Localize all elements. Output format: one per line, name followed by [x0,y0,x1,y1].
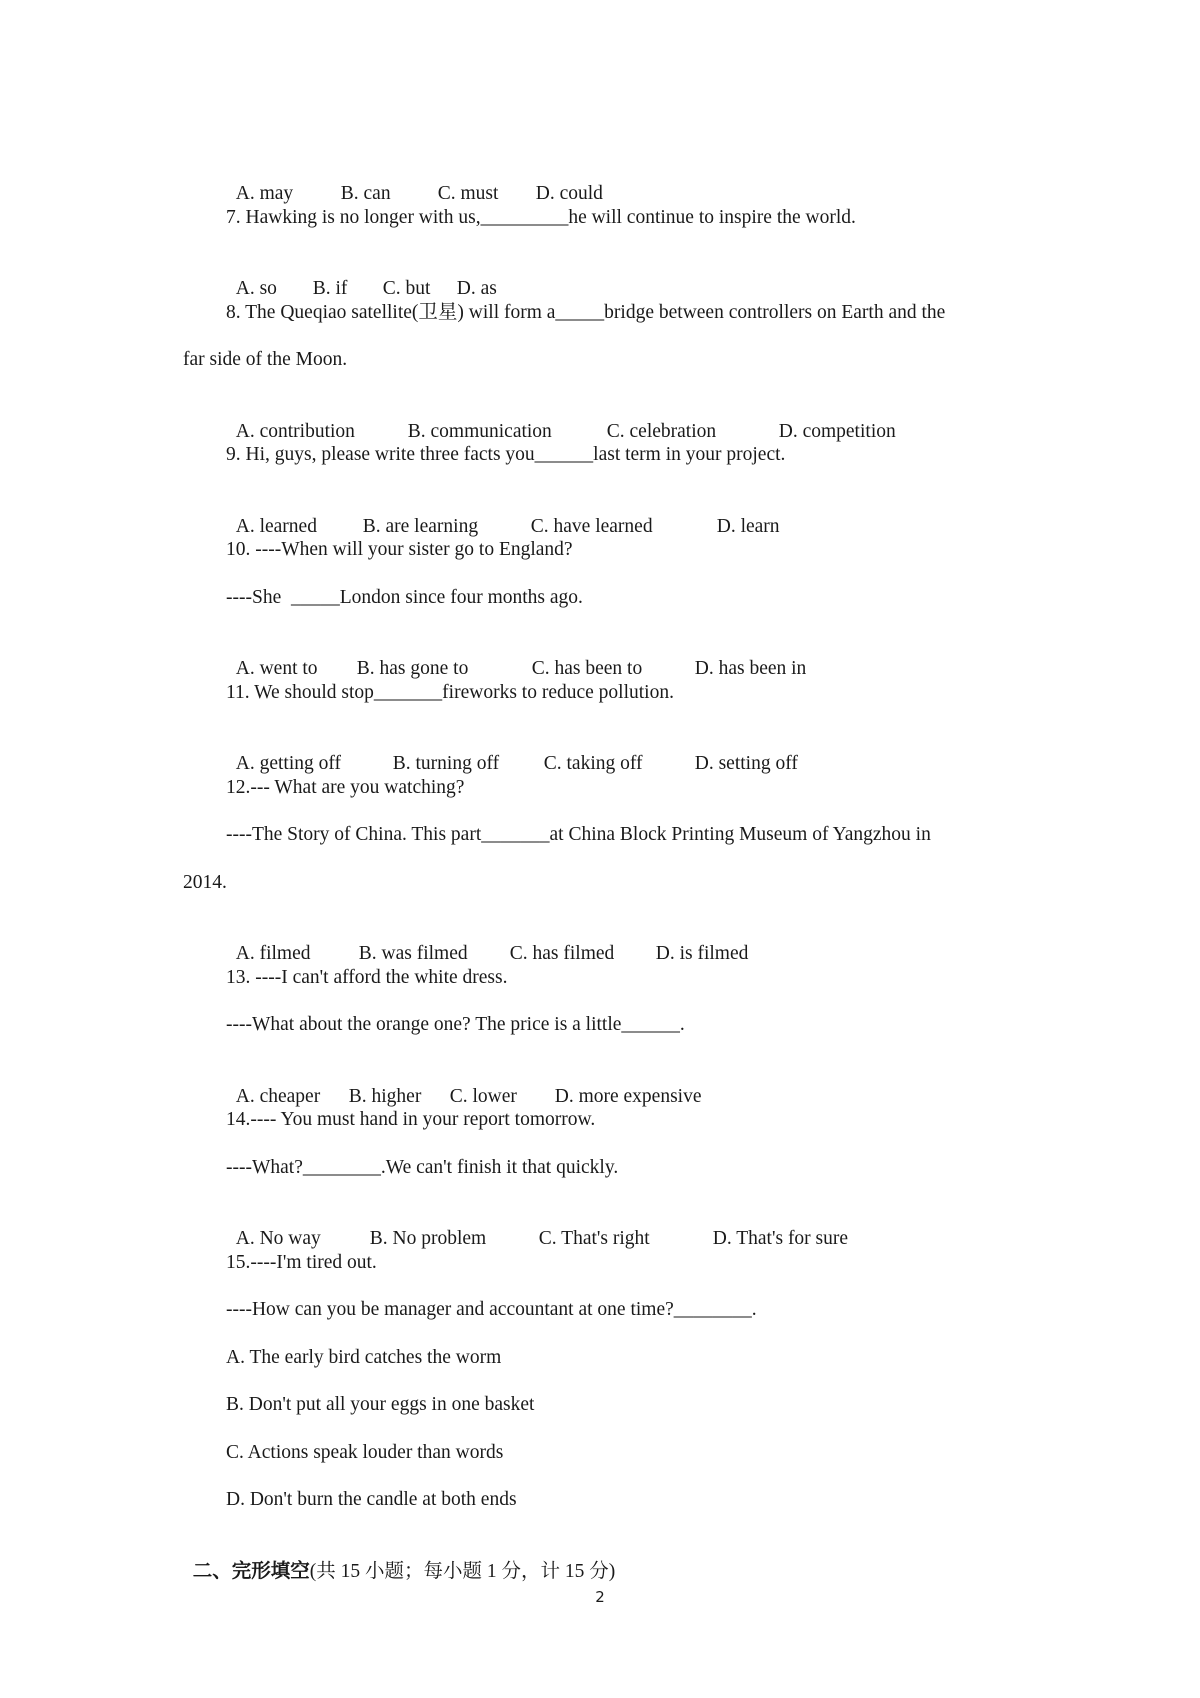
q8-stem-line2: far side of the Moon. [183,349,348,370]
q8-option-a: A. contribution [235,421,355,442]
q13-options [226,1061,702,1109]
q13-option-d: D. more expensive [554,1086,702,1107]
q11-stem: 11. We should stop_______fireworks to reduce pollution. [226,682,674,703]
q12-stem-line2: ----The Story of China. This part_______at China Block Printing Museum of Yangzhou in [226,824,931,845]
q10-option-d: D. has been in [694,658,807,679]
q12-option-c: C. has filmed [509,943,615,964]
q9-option-c: C. have learned [530,516,653,537]
q8-options [226,396,896,444]
section-heading-detail: (共 15 小题；每小题 1 分，计 15 分) [309,1561,616,1582]
q10-option-a: A. went to [235,658,318,679]
q7-options [226,253,497,301]
q8-option-b: B. communication [407,421,552,442]
q11-option-a: A. getting off [235,753,342,774]
q12-option-a: A. filmed [235,943,311,964]
q11-option-d: D. setting off [694,753,798,774]
section-heading [183,1536,615,1584]
q7-option-d: D. as [456,278,497,299]
q8-option-d: D. competition [778,421,896,442]
q14-option-a: A. No way [235,1228,321,1249]
q9-option-a: A. learned [235,516,317,537]
q14-stem-line2: ----What?________.We can't finish it that quickly. [226,1157,619,1178]
q7-option-c: C. but [382,278,431,299]
q14-options [226,1203,848,1251]
q8-option-c: C. celebration [606,421,717,442]
q6-option-a: A. may [235,183,294,204]
q11-options [226,728,798,776]
q8-stem-line1: 8. The Queqiao satellite(卫星) will form a_____bridge between controllers on Earth and the [226,302,946,323]
q13-option-c: C. lower [449,1086,517,1107]
q14-stem-line1: 14.---- You must hand in your report tomorrow. [226,1109,596,1130]
q15-stem-line2: ----How can you be manager and accountant at one time?________. [226,1299,757,1320]
q13-option-a: A. cheaper [235,1086,321,1107]
section-heading-title: 二、完形填空 [192,1561,310,1582]
q12-stem-line3: 2014. [183,872,227,893]
q6-options [226,158,603,206]
q13-stem-line1: 13. ----I can't afford the white dress. [226,967,508,988]
q14-option-c: C. That's right [538,1228,650,1249]
q9-stem: 9. Hi, guys, please write three facts you______last term in your project. [226,444,786,465]
q14-option-d: D. That's for sure [712,1228,849,1249]
q10-option-b: B. has gone to [356,658,469,679]
q11-option-b: B. turning off [392,753,500,774]
page-number: 2 [595,1588,605,1606]
q10-options [226,633,806,681]
q12-option-b: B. was filmed [358,943,468,964]
q6-option-d: D. could [535,183,603,204]
q7-option-a: A. so [235,278,277,299]
q12-option-d: D. is filmed [655,943,749,964]
q7-stem: 7. Hawking is no longer with us,_________he will continue to inspire the world. [226,207,856,228]
q13-stem-line2: ----What about the orange one? The price is a little______. [226,1014,685,1035]
q14-option-b: B. No problem [369,1228,487,1249]
q15-option-d: D. Don't burn the candle at both ends [226,1489,517,1510]
q10-stem-line2: ----She _____London since four months ago. [226,587,583,608]
q12-stem-line1: 12.--- What are you watching? [226,777,465,798]
q15-stem-line1: 15.----I'm tired out. [226,1252,377,1273]
q13-option-b: B. higher [348,1086,422,1107]
q7-option-b: B. if [312,278,348,299]
q10-option-c: C. has been to [531,658,643,679]
q15-option-a: A. The early bird catches the worm [226,1347,502,1368]
q9-option-d: D. learn [716,516,780,537]
q6-option-c: C. must [437,183,499,204]
q9-options [226,491,780,539]
q15-option-b: B. Don't put all your eggs in one basket [226,1394,535,1415]
q9-option-b: B. are learning [362,516,479,537]
q6-option-b: B. can [340,183,391,204]
q12-options [226,918,748,966]
q15-option-c: C. Actions speak louder than words [226,1442,504,1463]
q11-option-c: C. taking off [543,753,643,774]
q10-stem-line1: 10. ----When will your sister go to England? [226,539,573,560]
